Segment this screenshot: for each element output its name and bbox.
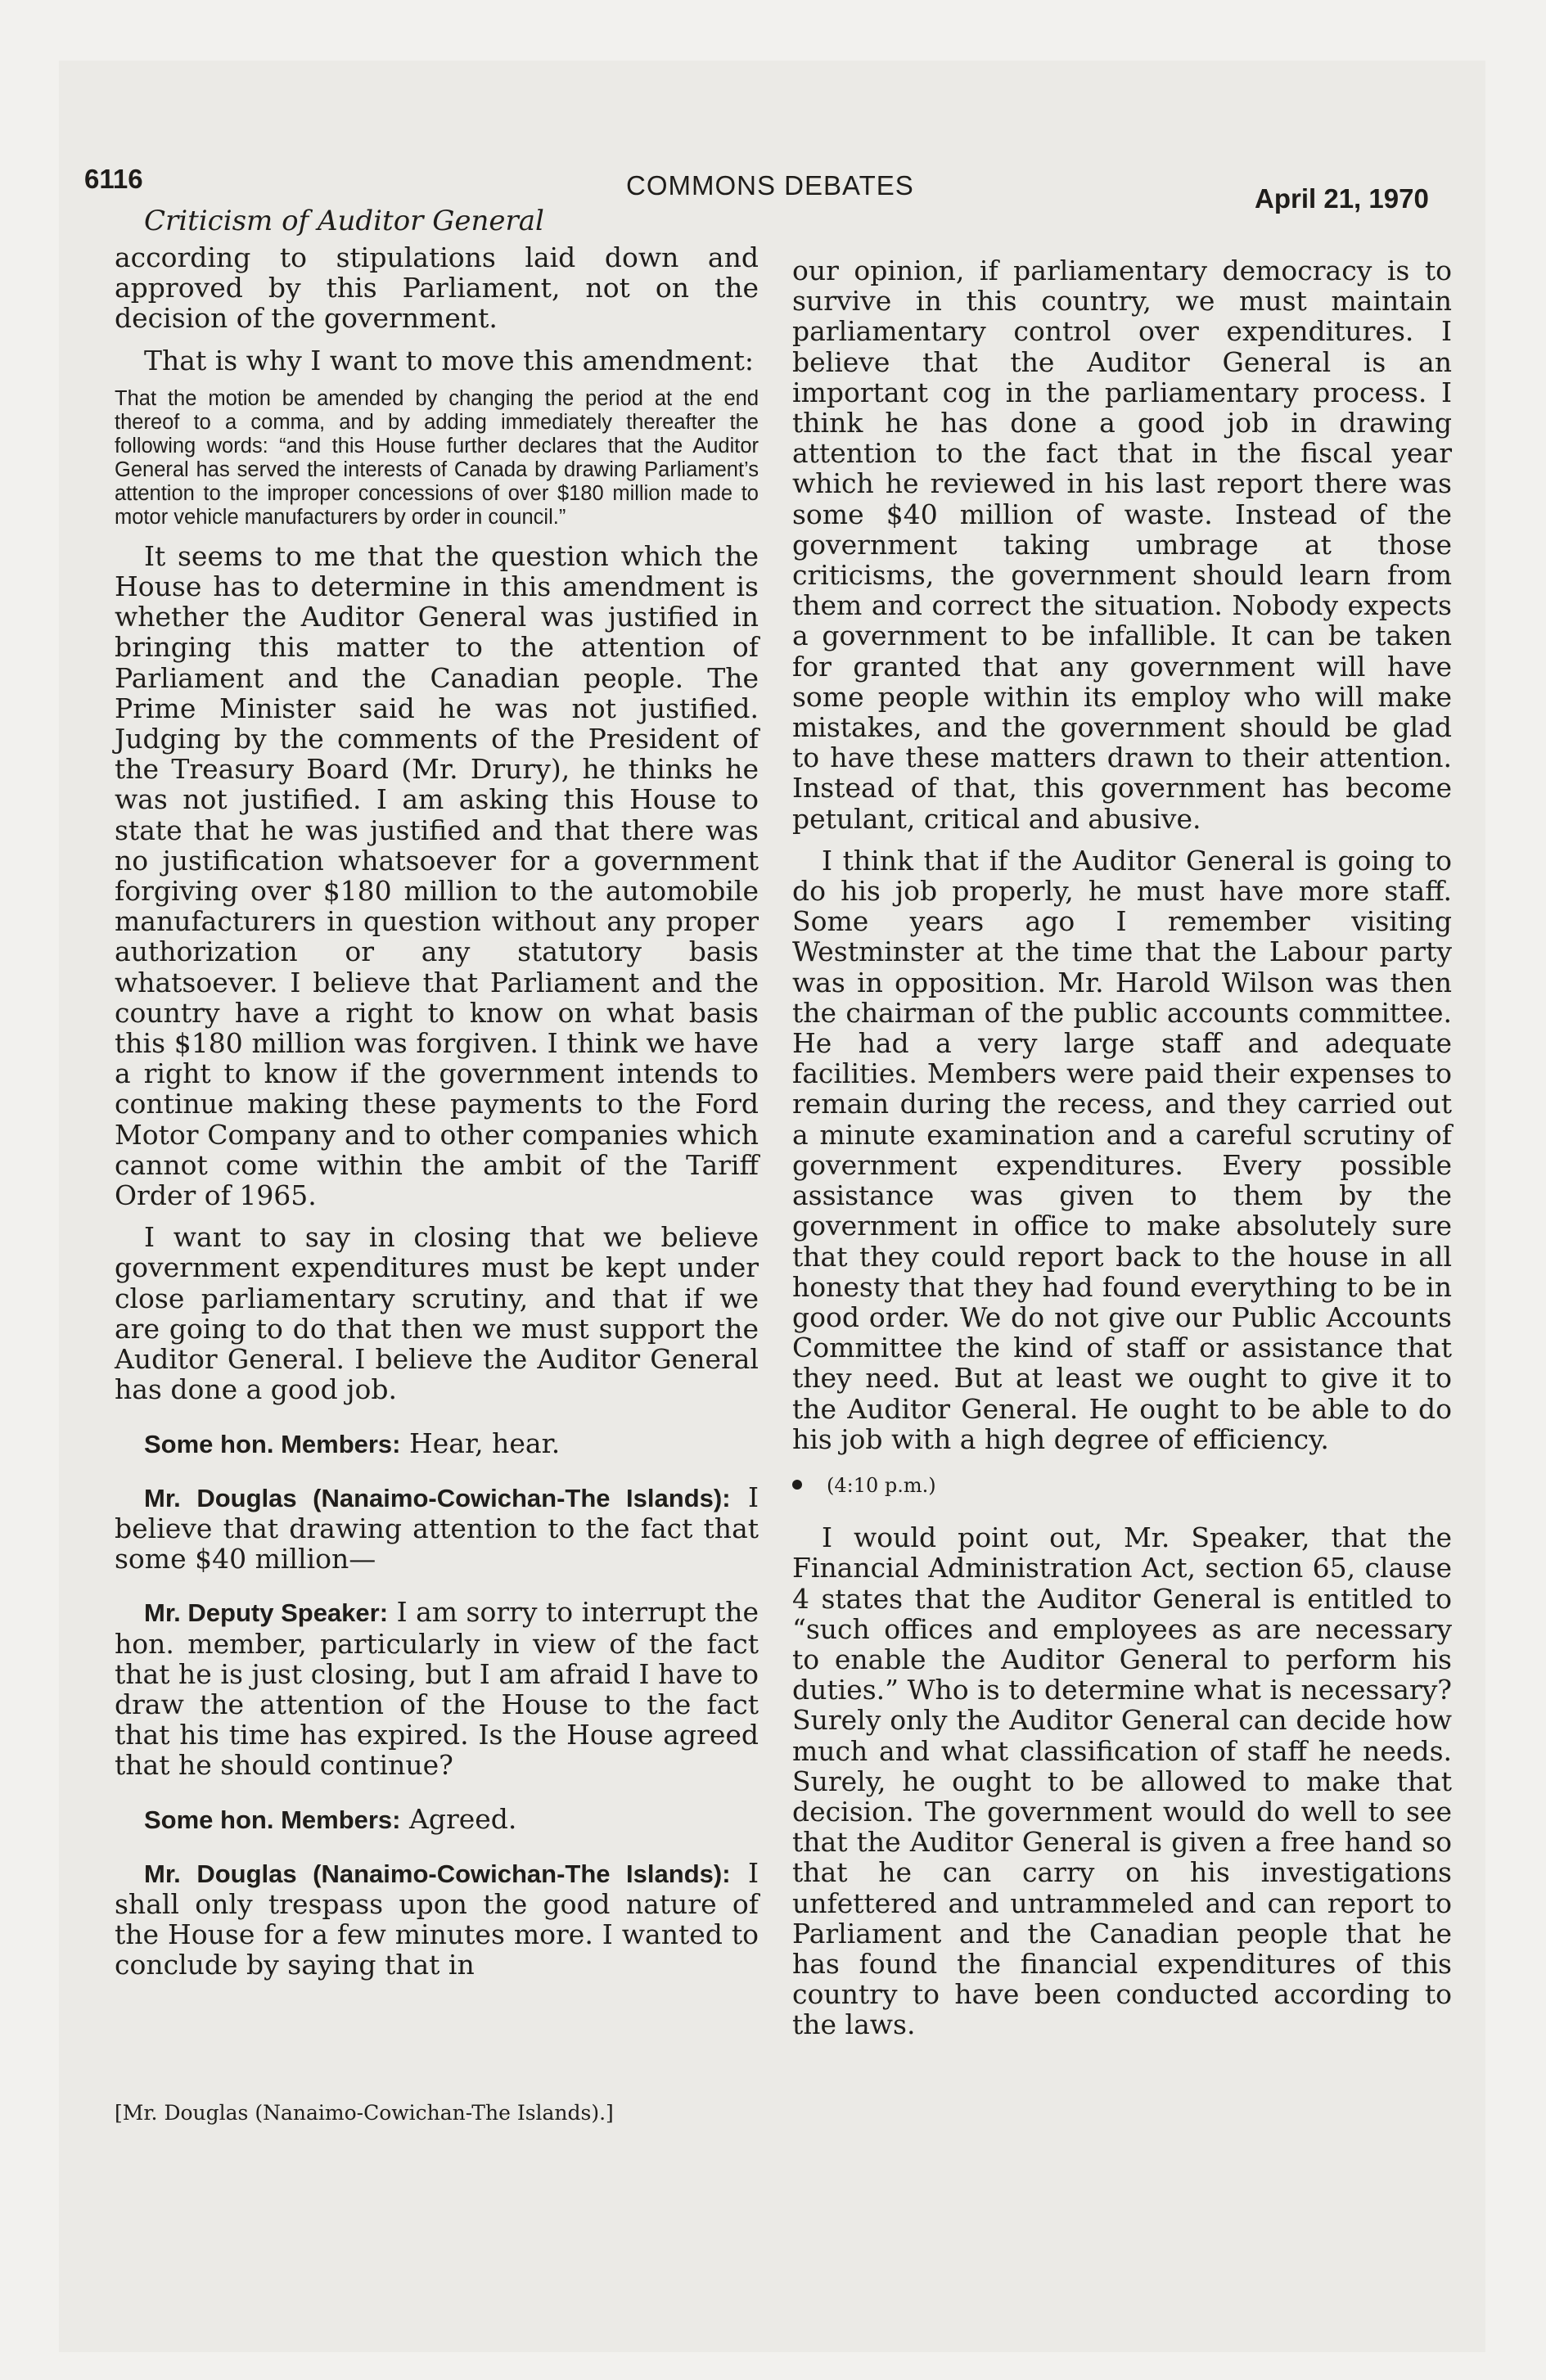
right-column (792, 255, 1452, 2052)
paragraph: I would point out, Mr. Speaker, that the Financial Administration Act, section 65, clause 4 states that the Auditor General is entitled to “such offices and employees as are necessary to enable the Auditor General to perform his duties.” Who is to determine what is necessary? Surely only the Auditor General can decide how much and what classification of staff he needs. Surely, he ought to be allowed to make that decision. The government would do well to see that the Auditor General is given a free hand so that he can carry on his investigations unfettered and untrammeled and can report to Parliament and the Canadian people that he has found the financial expenditures of this country to have been conducted according to the laws. (792, 1521, 1452, 2041)
speaker-name: Some hon. Members: (144, 1429, 401, 1458)
speaker-name: Mr. Douglas (Nanaimo-Cowichan-The Islands): (144, 1859, 731, 1888)
speech-text: Hear, hear. (409, 1427, 561, 1459)
speech-text: I am sorry to interrupt the hon. member, particularly in view of the fact that he is just closing, but I am afraid I have to draw the attention of the House to the fact that his time has expired. Is the House agreed that he should continue? (115, 1596, 759, 1782)
paragraph: I want to say in closing that we believe government expenditures must be kept under close parliamentary scrutiny, and that if we are going to do that then we must support the Auditor General. I believe the Auditor General has done a good job. (115, 1221, 759, 1406)
speech-entry (115, 1482, 759, 1575)
speech-text: I believe that drawing attention to the fact that some $40 million— (115, 1481, 759, 1575)
bullet-icon (792, 1480, 802, 1490)
speaker-name: Mr. Douglas (Nanaimo-Cowichan-The Islands): (144, 1483, 731, 1512)
header-date: April 21, 1970 (1255, 183, 1429, 214)
page-number: 6116 (84, 164, 143, 194)
left-column (115, 242, 759, 1992)
speech-text: I shall only trespass upon the good nature of the House for a few minutes more. I wanted to conclude by saying that in (115, 1856, 759, 1981)
speech-entry (115, 1858, 759, 1981)
timestamp: (4:10 p.m.) (827, 1473, 936, 1497)
amendment-quote: That the motion be amended by changing the period at the end thereof to a comma, and by adding immediately thereafter the following words: “and this House further declares that the Auditor General has served the interests of Canada by drawing Parliament’s attention to the improper concessions of over $180 million made to motor vehicle manufacturers by order in council.” (115, 386, 759, 529)
speaker-name: Some hon. Members: (144, 1805, 401, 1834)
speech-entry (115, 1428, 759, 1459)
paragraph: I think that if the Auditor General is going to do his job properly, he must have more staff. Some years ago I remember visiting Westminster at the time that the Labour party was in opposition. Mr. Harold Wilson was then the chairman of the public accounts committee. He had a very large staff and adequate facilities. Members were paid their expenses to remain during the recess, and they carried out a minute examination and a careful scrutiny of government expenditures. Every possible assistance was given to them by the government in office to make absolutely sure that they could report back to the house in all honesty that they had found everything to be in good order. We do not give our Public Accounts Committee the kind of staff or assistance that they need. But at least we ought to give it to the Auditor General. He ought to be able to do his job with a high degree of efficiency. (792, 844, 1452, 1455)
paragraph: our opinion, if parliamentary democracy is to survive in this country, we must maintain parliamentary control over expenditures. I believe that the Auditor General is an important cog in the parliamentary process. I think he has done a good job in drawing attention to the fact that in the fiscal year which he reviewed in his last report there was some $40 million of waste. Instead of the government taking umbrage at those criticisms, the government should learn from them and correct the situation. Nobody expects a government to be infallible. It can be taken for granted that any government will have some people within its employ who will make mistakes, and the government should be glad to have these matters drawn to their attention. Instead of that, this government has become petulant, critical and abusive. (792, 255, 1452, 835)
speech-entry (115, 1804, 759, 1835)
section-heading: Criticism of Auditor General (144, 205, 544, 237)
speech-entry (115, 1597, 759, 1780)
speaker-name: Mr. Deputy Speaker: (144, 1598, 389, 1628)
timestamp-line (792, 1471, 1452, 1501)
paragraph: That is why I want to move this amendment: (144, 344, 755, 376)
speech-text: Agreed. (409, 1802, 517, 1835)
running-header-title: COMMONS DEBATES (626, 170, 914, 201)
footer-speaker-note: [Mr. Douglas (Nanaimo-Cowichan-The Islands).] (115, 2101, 614, 2125)
paragraph: according to stipulations laid down and approved by this Parliament, not on the decision of the government. (115, 241, 759, 335)
paragraph: It seems to me that the question which the House has to determine in this amendment is whether the Auditor General was justified in bringing this matter to the attention of Parliament and the Canadian people. The Prime Minister said he was not justified. Judging by the comments of the President of the Treasury Board (Mr. Drury), he thinks he was not justified. I am asking this House to state that he was justified and that there was no justification whatsoever for a government forgiving over $180 million to the automobile manufacturers in question without any proper authorization or any statutory basis whatsoever. I believe that Parliament and the country have a right to know on what basis this $180 million was forgiven. I think we have a right to know if the government intends to continue making these payments to the Ford Motor Company and to other companies which cannot come within the ambit of the Tariff Order of 1965. (115, 539, 759, 1212)
